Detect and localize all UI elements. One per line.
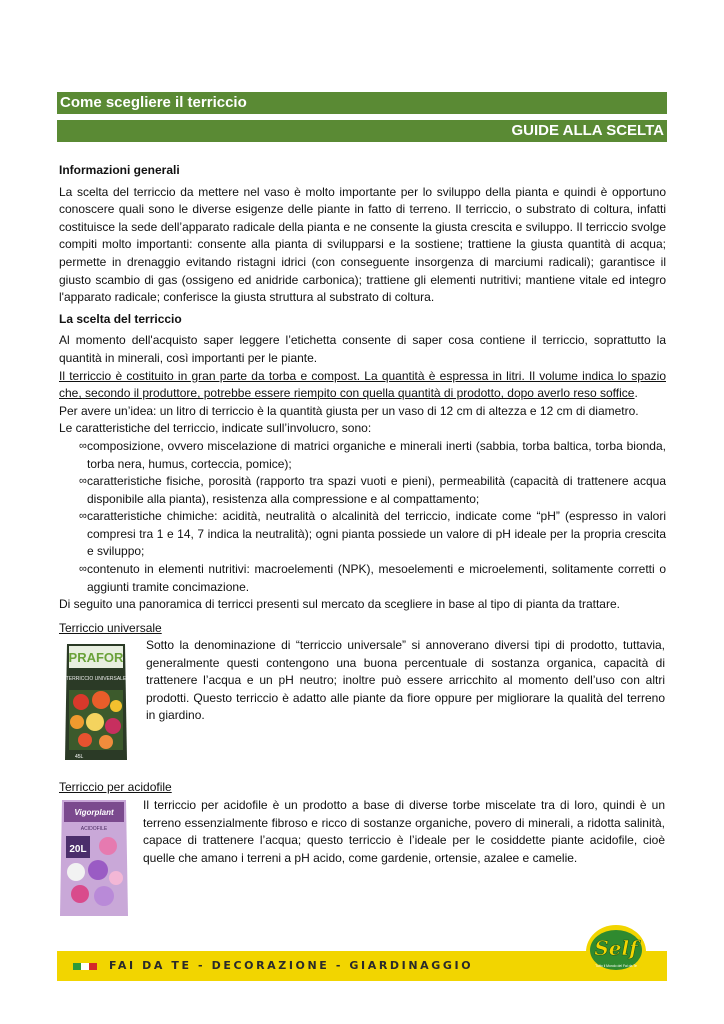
period: . bbox=[634, 386, 638, 401]
choice-paragraph-3: Per avere un’idea: un litro di terriccio è la quantità giusta per un vaso di 12 cm di altezza e 12 cm di diametro. bbox=[59, 403, 639, 418]
infinity-bullet-icon: ∞ bbox=[79, 563, 87, 576]
underlined-text: Il terriccio è costituito in gran parte da torba e compost. La quantità è espressa in litri. Il volume indica lo spazio che, secondo il produttore, potrebbe essere riempito con quella quantità di prodotto, dopo averlo reso soffice bbox=[59, 368, 666, 401]
list-item-text: caratteristiche fisiche, porosità (rapporto tra spazi vuoti e pieni), permeabilità (capacità di trattenere acqua disponibile alla pianta), resistenza alla compressione e al compattamento; bbox=[87, 474, 666, 506]
bag-brand: Vigorplant bbox=[74, 808, 114, 817]
infinity-bullet-icon: ∞ bbox=[79, 439, 87, 452]
logo-tagline: Tutto il Mondo del Fai da Te bbox=[595, 964, 637, 968]
bag-volume: 20L bbox=[69, 844, 87, 855]
bag-brand: PRAFOR bbox=[68, 650, 124, 665]
list-item bbox=[59, 438, 666, 473]
section-heading-choice: La scelta del terriccio bbox=[59, 311, 182, 326]
info-paragraph: La scelta del terriccio da mettere nel vaso è molto importante per lo sviluppo della pianta e quindi è opportuno conoscere quali sono le diverse esigenze delle piante in fatto di terreno. Il terriccio, o substrato di coltura, infatti costituisce la sede dell’apparato radicale della pianta e ne consente la giusta crescita e sviluppo. Il terriccio svolge compiti molto importanti: consente alla pianta di svilupparsi e la sostiene; trattiene la giusta quantità di acqua; permette in drenaggio evitando ristagni idrici (con conseguente insorgenza di marciumi radicali); garantisce il giusto scambio di gas (ossigeno ed anidride carbonica); trattiene gli elementi nutritivi; mantiene vitale ed integro l'apparato radicale; conferisce la giusta struttura al substrato di coltura. bbox=[59, 184, 666, 305]
main-content bbox=[59, 162, 666, 614]
list-item bbox=[59, 473, 666, 508]
infinity-bullet-icon: ∞ bbox=[79, 475, 87, 488]
logo-text: Self bbox=[594, 936, 638, 960]
list-item-text: contenuto in elementi nutritivi: macroelementi (NPK), mesoelementi e microelementi, solitamente corretti o aggiunti tramite concimazione. bbox=[87, 562, 666, 594]
italian-flag-icon bbox=[73, 963, 97, 970]
page-title: Come scegliere il terriccio bbox=[57, 92, 667, 114]
product-text-universale: Sotto la denominazione di “terriccio universale” si annoverano diversi tipi di prodotto, tuttavia, generalmente questi contengono una buona percentuale di sostanza organica, capacità di trattenere l’acqua e un pH neutro; inoltre può essere arricchito al momento dell’uso con altri prodotti. Questo terriccio è adatto alle piante da fiore oppure per migliorare la qualità del terreno in giardino. bbox=[146, 638, 665, 723]
footer-bar bbox=[57, 951, 667, 981]
guide-label: GUIDE ALLA SCELTA bbox=[57, 120, 667, 142]
list-item bbox=[59, 561, 666, 596]
footer-text: FAI DA TE - DECORAZIONE - GIARDINAGGIO bbox=[109, 959, 474, 972]
bag-label: TERRICCIO UNIVERSALE bbox=[65, 676, 127, 682]
product-text-acidofile: Il terriccio per acidofile è un prodotto a base di diverse torbe miscelate tra di loro, quindi è un terreno essenzialmente fibroso e ricco di sostanze organiche, povero di minerali, a ridotta salinità, capace di trattenere l’acqua; questo terriccio è l’ideale per le cosiddette piante acidofile, cioè quelle che amano i terreni a pH acido, come gardenie, ortensie, azalee e camelie. bbox=[143, 798, 665, 865]
section-heading-info: Informazioni generali bbox=[59, 163, 180, 177]
product-heading-universale: Terriccio universale bbox=[59, 621, 162, 635]
list-item-text: composizione, ovvero miscelazione di matrici organiche e minerali inerti (sabbia, torba baltica, torba bionda, torba nera, humus, corteccia, pomice); bbox=[87, 438, 666, 471]
bag-label: ACIDOFILE bbox=[80, 826, 108, 832]
product-heading-acidofile: Terriccio per acidofile bbox=[59, 780, 172, 794]
list-item bbox=[59, 508, 666, 561]
self-logo bbox=[585, 924, 647, 980]
list-item-text: caratteristiche chimiche: acidità, neutralità o alcalinità del terriccio, indicate come “pH” (espresso in valori compresi tra 1 e 14, 7 indica la neutralità); ogni pianta possiede un valore di pH ideale per la propria crescita e sviluppo; bbox=[87, 509, 666, 559]
choice-paragraph-4: Le caratteristiche del terriccio, indicate sull’involucro, sono: bbox=[59, 421, 372, 436]
infinity-bullet-icon: ∞ bbox=[79, 510, 87, 523]
terriccio-universale-bag-image bbox=[61, 640, 131, 765]
choice-paragraph-1: Al momento dell'acquisto saper leggere l’etichetta consente di saper cosa contiene il terriccio, soprattutto la quantità in minerali, così importanti per le piante. bbox=[59, 333, 666, 365]
characteristics-list bbox=[59, 438, 666, 596]
bag-volume: 45L bbox=[75, 754, 84, 760]
choice-paragraph-2 bbox=[59, 368, 666, 403]
terriccio-acidofile-bag-image bbox=[58, 798, 130, 918]
choice-paragraph-5: Di seguito una panoramica di terricci presenti sul mercato da scegliere in base al tipo di pianta da trattare. bbox=[59, 597, 620, 612]
